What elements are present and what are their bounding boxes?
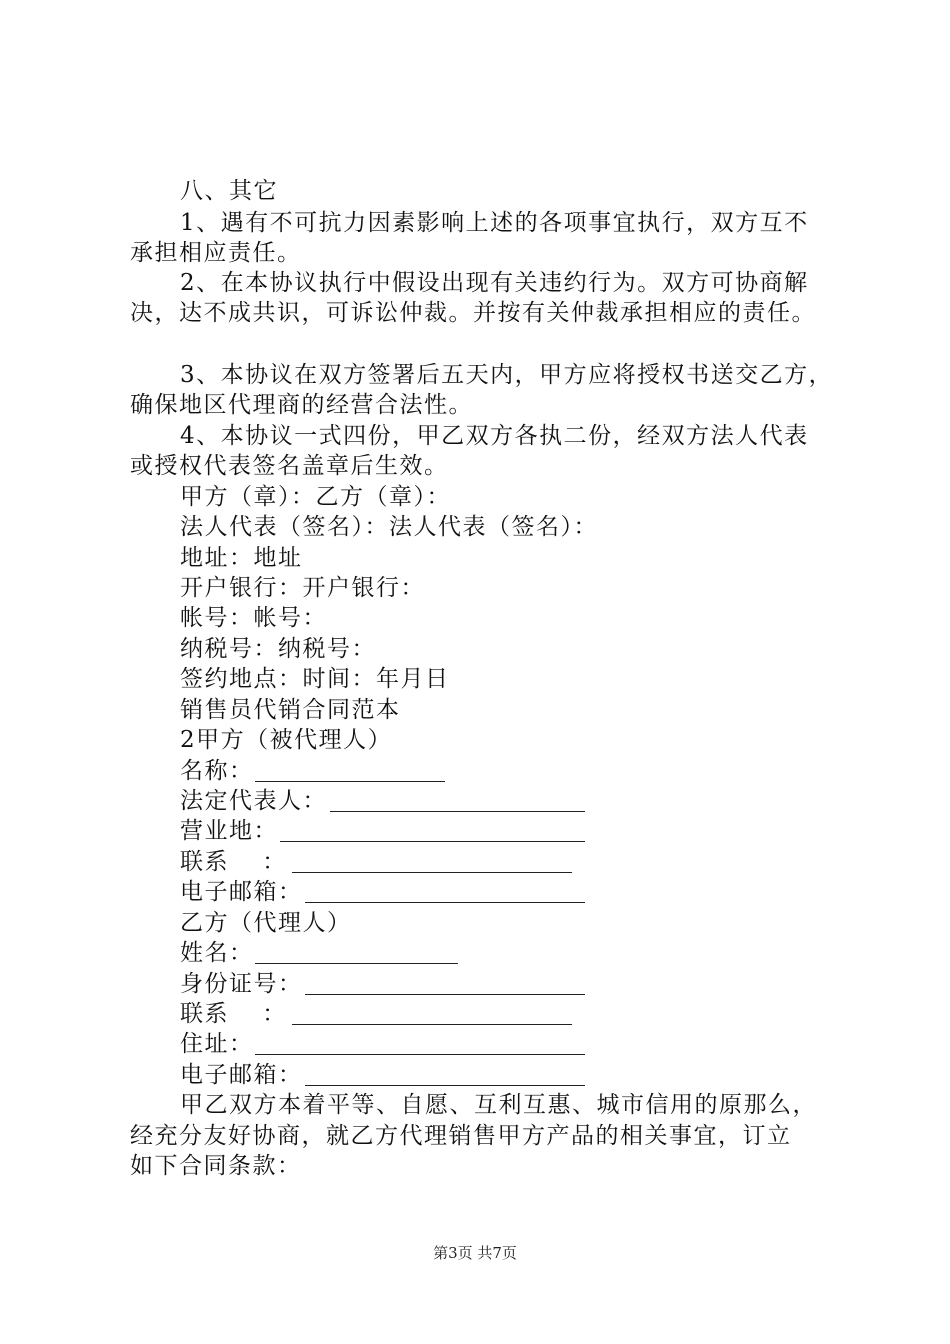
bank-line: 开户银行：开户银行： — [180, 575, 425, 601]
preamble-line-3: 如下合同条款： — [130, 1153, 302, 1179]
party-b-name-label: 姓名： — [180, 940, 254, 966]
place-time-line: 签约地点：时间：年月日 — [180, 666, 450, 692]
party-b-contact-blank[interactable] — [292, 1024, 572, 1025]
paragraph-3-line-1: 3、本协议在双方签署后五天内，甲方应将授权书送交乙方， — [180, 362, 834, 388]
party-b-email-blank[interactable] — [305, 1085, 585, 1086]
paragraph-2-line-1: 2、在本协议执行中假设出现有关违约行为。双方可协商解 — [180, 270, 809, 296]
page-footer: 第3页 共7页 — [433, 1244, 517, 1262]
party-b-address-label: 住址： — [180, 1031, 254, 1057]
party-a-contact-blank[interactable] — [292, 872, 572, 873]
party-a-email-label: 电子邮箱： — [180, 879, 303, 905]
party-b-id-blank[interactable] — [305, 994, 585, 995]
preamble-line-1: 甲乙双方本着平等、自愿、互利互惠、城市信用的原那么， — [180, 1092, 817, 1118]
contract-title: 销售员代销合同范本 — [180, 697, 401, 723]
party-a-business-place-label: 营业地： — [180, 818, 278, 844]
tax-number-line: 纳税号：纳税号： — [180, 636, 376, 662]
paragraph-1-line-2: 承担相应责任。 — [130, 240, 302, 266]
party-a-name-label: 名称： — [180, 758, 254, 784]
preamble-line-2: 经充分友好协商，就乙方代理销售甲方产品的相关事宜，订立 — [130, 1123, 792, 1149]
paragraph-4-line-1: 4、本协议一式四份，甲乙双方各执二份，经双方法人代表 — [180, 423, 809, 449]
party-b-id-label: 身份证号： — [180, 971, 303, 997]
paragraph-3-line-2: 确保地区代理商的经营合法性。 — [130, 392, 473, 418]
party-a-legal-rep-label: 法定代表人： — [180, 788, 327, 814]
party-a-contact-label: 联系 ： — [180, 849, 287, 875]
legal-rep-line: 法人代表（签名）：法人代表（签名）： — [180, 514, 598, 540]
party-b-address-blank[interactable] — [255, 1054, 585, 1055]
party-b-name-blank[interactable] — [255, 963, 458, 964]
party-a-legal-rep-blank[interactable] — [330, 811, 585, 812]
party-b-email-label: 电子邮箱： — [180, 1062, 303, 1088]
paragraph-4-line-2: 或授权代表签名盖章后生效。 — [130, 453, 449, 479]
party-a-heading: 2甲方（被代理人） — [180, 727, 393, 753]
account-line: 帐号：帐号： — [180, 605, 327, 631]
party-a-business-place-blank[interactable] — [280, 841, 585, 842]
paragraph-1-line-1: 1、遇有不可抗力因素影响上述的各项事宜执行，双方互不 — [180, 210, 809, 236]
party-a-email-blank[interactable] — [305, 902, 585, 903]
section-heading: 八、其它 — [180, 178, 278, 204]
party-b-heading: 乙方（代理人） — [180, 910, 352, 936]
address-line: 地址：地址 — [180, 545, 303, 571]
party-b-contact-label: 联系 ： — [180, 1001, 287, 1027]
seal-line: 甲方（章）：乙方（章）： — [180, 484, 451, 510]
party-a-name-blank[interactable] — [255, 781, 445, 782]
paragraph-2-line-2: 决，达不成共识，可诉讼仲裁。并按有关仲裁承担相应的责任。 — [130, 300, 816, 326]
